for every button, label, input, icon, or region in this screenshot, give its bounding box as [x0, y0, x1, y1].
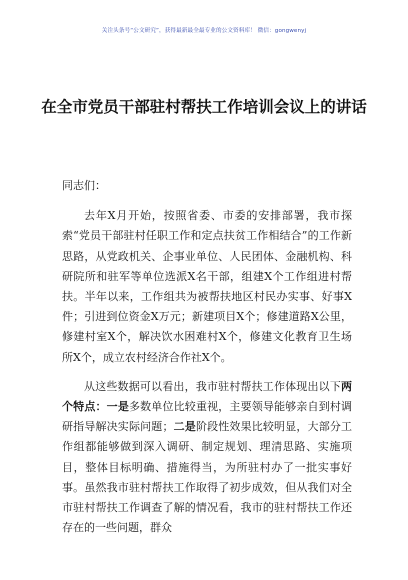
second-point-text: 阶段性效果比较明显，大部分工作组都能够做到深入调研、制定规划、理清思路、实施项目，整体目标明确、措施得当，为所驻村办了一批实事好事。虽然我市驻村帮扶工作取得了初步成效，但从我们对全市驻村帮扶工作调查了解的情况看，我市的驻村帮扶工作还存在的一些问题，群众	[62, 420, 353, 535]
bold-second-point: 二是	[173, 420, 196, 434]
first-point-text: 多数单位比较重视，主要领导能够亲自到村调研指导解决实际问题；	[62, 400, 353, 434]
salutation: 同志们：	[62, 179, 106, 192]
body-paragraph-1: 去年X月开始，按照省委、市委的安排部署，我市探索“党员干部驻村任职工作和定点扶贫工作相结合”的工作新思路，从党政机关、企事业单位、人民团体、金融机构、科研院所和驻军等单位选派X名干部，组建X个工作组进村帮扶。半年以来，工作组共为被帮扶地区村民办实事、好事X件；引进到位资金X万元；新建项目X个；修建道路X公里，修建村室X个，解决饮水困难村X个，修建文化教育卫生场所X个，成立农村经济合作社X个。	[62, 209, 352, 364]
bold-first-point: 一是	[106, 400, 129, 414]
header-promo-note: 关注头条号“公文研究”，获得最新最全最专业的公文资料库！ 微信：gongwenyj	[101, 28, 307, 34]
document-title: 在全市党员干部驻村帮扶工作培训会议上的讲话	[41, 98, 367, 116]
body-paragraph-2	[62, 377, 352, 539]
bold-two-features: 两个特点	[62, 379, 352, 414]
document-body	[62, 176, 352, 538]
colon: ：	[95, 400, 107, 414]
paragraph-2-intro: 从这些数据可以看出，我市驻村帮扶工作体现出以下	[84, 379, 341, 393]
